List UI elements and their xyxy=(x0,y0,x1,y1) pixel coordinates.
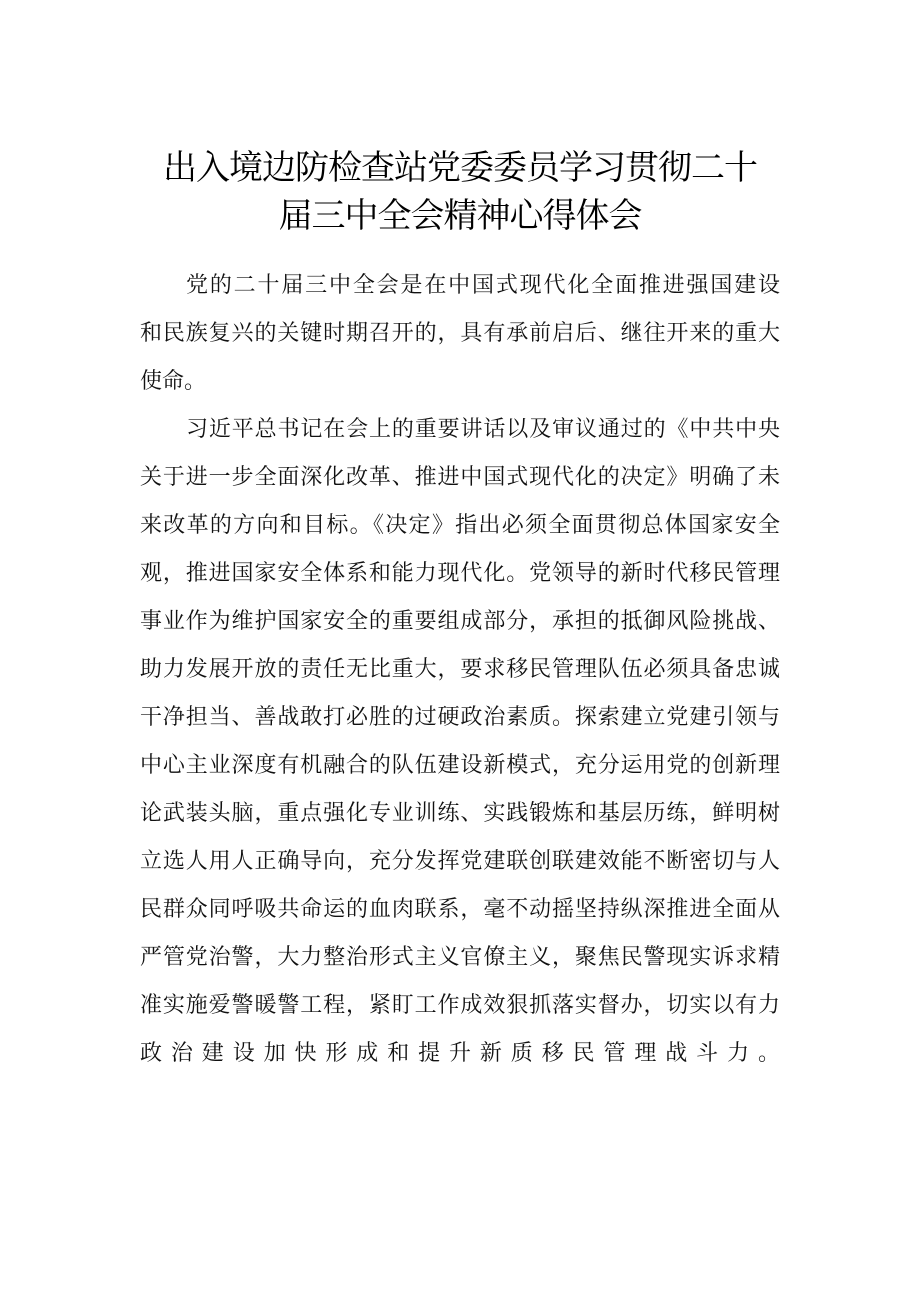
title-line-1: 出入境边防检查站党委委员学习贯彻二十 xyxy=(163,148,757,188)
paragraph-2 xyxy=(140,406,780,1126)
paragraph-1 xyxy=(140,262,780,406)
document-title xyxy=(140,144,780,240)
paragraph-line: 使命。 xyxy=(140,369,207,394)
paragraph-line: 准实施爱警暖警工程，紧盯工作成效狠抓落实督办，切实以有力 xyxy=(140,993,780,1018)
paragraph-line: 党的二十届三中全会是在中国式现代化全面推进强国建设 xyxy=(186,273,780,298)
paragraph-line: 干净担当、善战敢打必胜的过硬政治素质。探索建立党建引领与 xyxy=(140,705,780,730)
paragraph-line: 政治建设加快形成和提升新质移民管理战斗力。 xyxy=(140,1041,780,1066)
paragraph-line: 立选人用人正确导向，充分发挥党建联创联建效能不断密切与人 xyxy=(140,849,780,874)
paragraph-line: 中心主业深度有机融合的队伍建设新模式，充分运用党的创新理 xyxy=(140,753,780,778)
paragraph-line: 习近平总书记在会上的重要讲话以及审议通过的《中共中央 xyxy=(186,417,780,442)
paragraph-line: 和民族复兴的关键时期召开的，具有承前启后、继往开来的重大 xyxy=(140,321,780,346)
paragraph-line: 观，推进国家安全体系和能力现代化。党领导的新时代移民管理 xyxy=(140,561,780,586)
paragraph-line: 严管党治警，大力整治形式主义官僚主义，聚焦民警现实诉求精 xyxy=(140,945,780,970)
paragraph-line xyxy=(140,1078,780,1126)
paragraph-line: 关于进一步全面深化改革、推进中国式现代化的决定》明确了未 xyxy=(140,465,780,490)
document-body xyxy=(140,262,780,1126)
paragraph-line: 论武装头脑，重点强化专业训练、实践锻炼和基层历练，鲜明树 xyxy=(140,801,780,826)
paragraph-line: 来改革的方向和目标。《决定》指出必须全面贯彻总体国家安全 xyxy=(140,513,780,538)
paragraph-line: 事业作为维护国家安全的重要组成部分，承担的抵御风险挑战、 xyxy=(140,609,780,634)
paragraph-line: 助力发展开放的责任无比重大，要求移民管理队伍必须具备忠诚 xyxy=(140,657,780,682)
paragraph-line: 民群众同呼吸共命运的血肉联系，毫不动摇坚持纵深推进全面从 xyxy=(140,897,780,922)
title-line-2: 届三中全会精神心得体会 xyxy=(278,196,642,236)
